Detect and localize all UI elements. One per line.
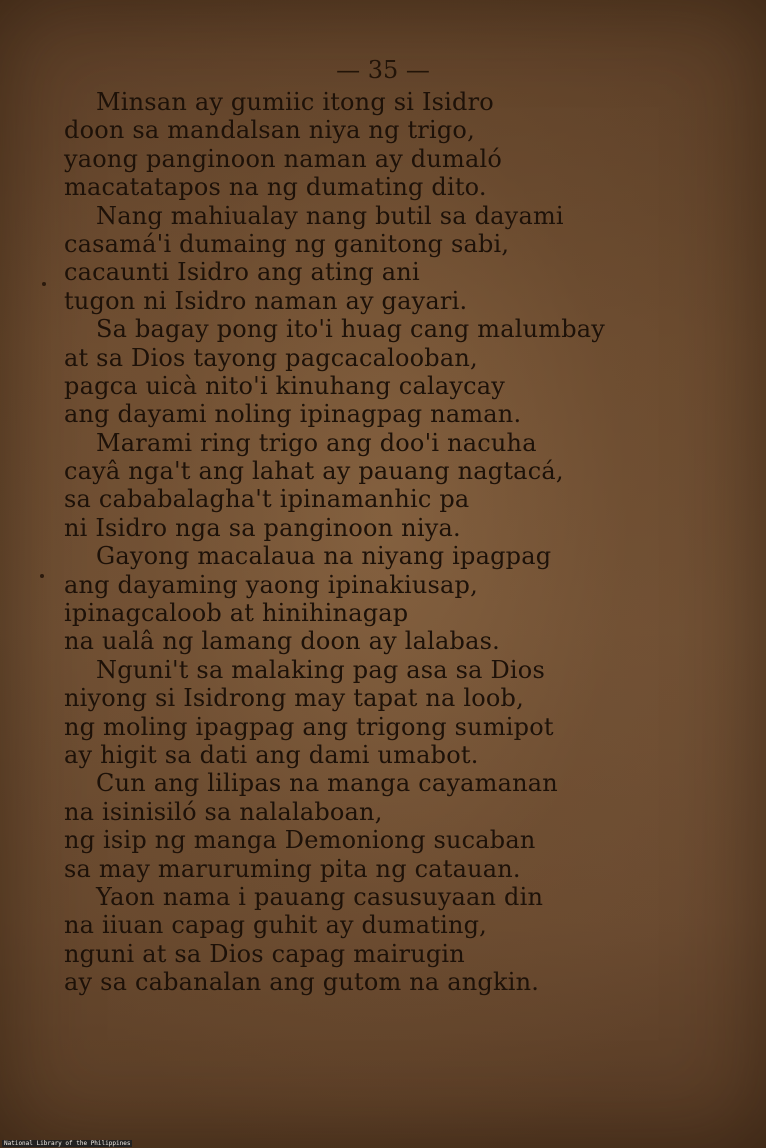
- poem-line: doon sa mandalsan niya ng trigo,: [64, 116, 475, 145]
- page-number: — 35 —: [336, 56, 430, 84]
- poem-line: ng moling ipagpag ang trigong sumipot: [64, 712, 554, 741]
- poem-line: na ualâ ng lamang doon ay lalabas.: [64, 627, 500, 656]
- poem-line: ng isip ng manga Demoniong sucaban: [64, 826, 536, 855]
- poem-line: Gayong macalaua na niyang ipagpag: [96, 542, 552, 571]
- library-footer: National Library of the Philippines: [4, 1140, 131, 1147]
- poem-text: [0, 88, 766, 997]
- poem-line: Nang mahiualay nang butil sa dayami: [96, 201, 564, 230]
- poem-line: ni Isidro nga sa panginoon niya.: [64, 513, 461, 542]
- poem-line: na iiuan capag guhit ay dumating,: [64, 911, 487, 940]
- poem-line: casamá'i dumaing ng ganitong sabi,: [64, 229, 510, 258]
- poem-line: cacaunti Isidro ang ating ani: [64, 258, 420, 287]
- poem-line: ay sa cabanalan ang gutom na angkin.: [64, 968, 540, 997]
- poem-line: na isinisiló sa nalalaboan,: [64, 797, 383, 826]
- poem-line: tugon ni Isidro naman ay gayari.: [64, 286, 468, 315]
- poem-line: niyong si Isidrong may tapat na loob,: [64, 684, 524, 713]
- poem-line: Nguni't sa malaking pag asa sa Dios: [96, 655, 545, 684]
- poem-line: cayâ nga't ang lahat ay pauang nagtacá,: [64, 457, 564, 486]
- poem-line: pagca uicà nito'i kinuhang calaycay: [64, 371, 506, 400]
- poem-line: yaong panginoon naman ay dumaló: [64, 144, 503, 173]
- poem-line: ang dayami noling ipinagpag naman.: [64, 400, 522, 429]
- poem-line: Minsan ay gumiic itong si Isidro: [96, 88, 494, 116]
- poem-line: nguni at sa Dios capag mairugin: [64, 939, 465, 968]
- poem-line: sa cababalagha't ipinamanhic pa: [64, 485, 470, 514]
- poem-line: ay higit sa dati ang dami umabot.: [64, 740, 479, 769]
- poem-line: Sa bagay pong ito'i huag cang malumbay: [96, 315, 606, 344]
- poem-line: Cun ang lilipas na manga cayamanan: [96, 769, 558, 798]
- poem-line: ang dayaming yaong ipinakiusap,: [64, 570, 478, 599]
- poem-line: Marami ring trigo ang doo'i nacuha: [96, 428, 537, 457]
- poem-line: Yaon nama i pauang casusuyaan din: [96, 882, 544, 911]
- poem-line: sa may maruruming pita ng catauan.: [64, 854, 521, 883]
- poem-line: at sa Dios tayong pagcacalooban,: [64, 343, 478, 372]
- poem-line: ipinagcaloob at hinihinagap: [64, 599, 409, 628]
- poem-line: macatatapos na ng dumating dito.: [64, 173, 487, 202]
